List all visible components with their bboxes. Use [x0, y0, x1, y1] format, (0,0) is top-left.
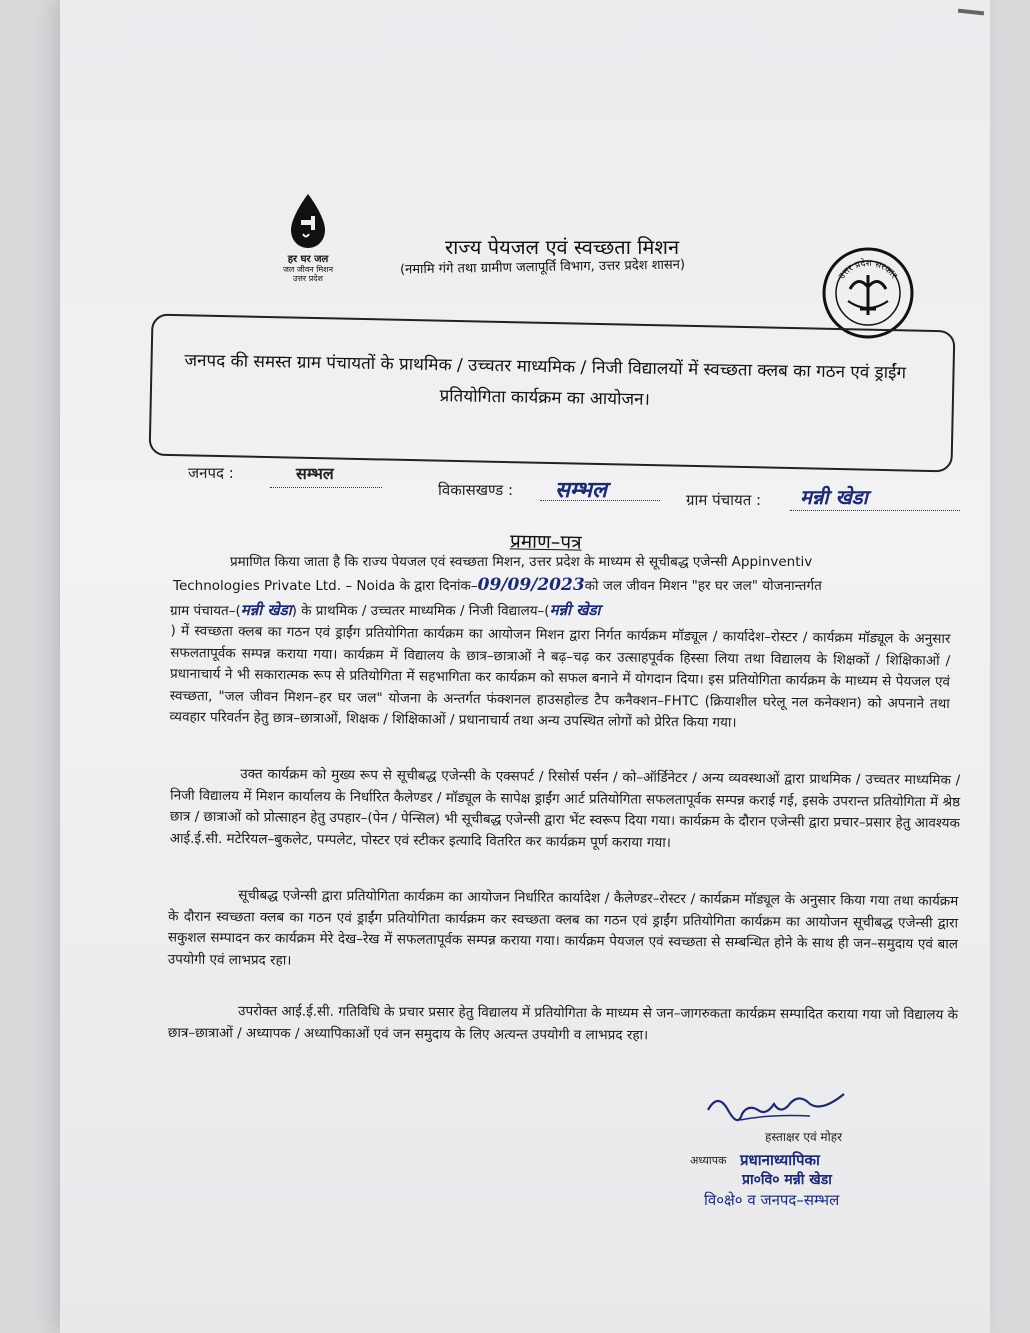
para1-school-label: ) के प्राथमिक / उच्चतर माध्यमिक / निजी विद्यालय–( — [291, 603, 550, 619]
para1-line2 — [173, 575, 953, 598]
para1-line1: प्रमाणित किया जाता है कि राज्य पेयजल एवं स्वच्छता मिशन, उत्तर प्रदेश के माध्यम से सूचीबद्ध एजेन्सी Appinventiv — [230, 554, 813, 570]
stamp-line-1: प्रधानाध्यापिका — [740, 1151, 820, 1169]
logo-text-3: उत्तर प्रदेश — [293, 274, 323, 283]
panchayat-value: मन्नी खेडा — [800, 485, 868, 509]
logo-text-2: जल जीवन मिशन — [282, 265, 334, 274]
logo-text-1: हर घर जल — [287, 254, 329, 265]
para1-line3 — [170, 600, 950, 623]
signature-scribble — [700, 1090, 850, 1130]
program-date: 09/09/2023 — [477, 575, 585, 595]
district-label: जनपद : — [188, 464, 234, 482]
panchayat-label: ग्राम पंचायत : — [686, 491, 762, 509]
panchayat-dots — [790, 510, 960, 511]
para1-body: ) में स्वच्छता क्लब का गठन एवं ड्राईंग प्रतियोगिता कार्यक्रम का आयोजन मिशन द्वारा निर्गत कार्यक्रम मॉड्यूल / कार्यादेश–रोस्टर / कार्यक्रम मॉड्यूल के अनुसार सफलतापूर्वक सम्पन्न कराया गया। कार्यक्रम में विद्यालय के छात्र–छात्राओं ने बढ़–चढ़ कर उत्साहपूर्वक हिस्सा लिया तथा विद्यालय के शिक्षकों / शिक्षिकाओं / प्रधानाचार्य ने भी सकारात्मक रूप से प्रतियोगिता में सहभागिता कर कार्यक्रम को सफल बनाने में योगदान दिया। इस प्रतियोगिता कार्यक्रम के माध्यम से पेयजल एवं स्वच्छता, "जल जीवन मिशन–हर घर जल" योजना के अन्तर्गत फंक्शनल हाउसहोल्ड टैप कनैक्शन–FHTC (क्रियाशील घरेलू नल कनेक्शन) को अपनाने तथा व्यवहार परिवर्तन हेतु छात्र–छात्राओं, शिक्षक / शिक्षिकाओं / प्रधानाचार्य तथा अन्य उपस्थित लोगों को प्रेरित किया गया। — [169, 622, 951, 731]
para1-school: मन्नी खेडा — [549, 601, 601, 619]
para1-panchayat: मन्नी खेडा — [240, 601, 292, 619]
mission-subtitle: (नमामि गंगे तथा ग्रामीण जलापूर्ति विभाग, उत्तर प्रदेश शासन) — [399, 257, 686, 278]
subject-text: जनपद की समस्त ग्राम पंचायतों के प्राथमिक / उच्चतर माध्यमिक / निजी विद्यालयों में स्वच्छता क्लब का गठन एवं ड्राईंग प्रतियोगिता कार्यक्रम का आयोजन। — [184, 350, 907, 410]
para1-gp-label: ग्राम पंचायत–( — [170, 603, 241, 619]
para1-agency: Technologies Private Ltd. – Noida के द्वारा दिनांक– — [173, 578, 478, 594]
block-value: सम्भल — [555, 477, 607, 503]
water-drop-icon — [287, 192, 329, 250]
district-value: सम्भल — [296, 464, 334, 483]
mission-title: राज्य पेयजल एवं स्वच्छता मिशन — [445, 235, 680, 259]
district-dots — [270, 487, 382, 488]
certificate-title: प्रमाण–पत्र — [509, 530, 582, 554]
har-ghar-jal-logo — [268, 192, 348, 287]
para2: उक्त कार्यक्रम को मुख्य रूप से सूचीबद्ध एजेन्सी के एक्सपर्ट / रिसोर्स पर्सन / को–ऑर्डिनेटर / अन्य व्यवस्थाओं द्वारा प्राथमिक / उच्चतर माध्यमिक / निजी विद्यालय में मिशन कार्यालय के निर्धारित कैलेण्डर / मॉड्यूल के सापेक्ष ड्राईंग आर्ट प्रतियोगिता सफलतापूर्वक सम्पन्न कराई गई, इसके उपरान्त प्रतियोगिता में श्रेष्ठ छात्र / छात्राओं को प्रोत्साहन हेतु उपहार–(पेन / पेन्सिल) भी सूचीबद्ध एजेन्सी द्वारा भेंट स्वरूप दिया गया। कार्यक्रम के दौरान एजेन्सी द्वारा प्रचार–प्रसार हेतु आवश्यक आई.ई.सी. मटेरियल–बुकलेट, पम्पलेट, पोस्टर एवं स्टीकर इत्यादि वितरित कर कार्यक्रम पूर्ण कराया गया। — [169, 766, 961, 851]
block-label: विकासखण्ड : — [438, 481, 514, 499]
emblem-text: उत्तर प्रदेश सरकार — [837, 258, 899, 282]
stamp-line-2: प्रा०वि० मन्नी खेडा — [742, 1172, 832, 1188]
stamp-line-3: वि०क्षे० व जनपद–सम्भल — [704, 1191, 840, 1209]
para3: सूचीबद्ध एजेन्सी द्वारा प्रतियोगिता कार्यक्रम का आयोजन निर्धारित कार्यादेश / कैलेण्डर–रोस्टर / कार्यक्रम मॉड्यूल के अनुसार किया गया तथा कार्यक्रम के दौरान स्वच्छता क्लब का गठन एवं ड्राईंग प्रतियोगिता कार्यक्रम कर स्वच्छता क्लब का गठन एवं ड्राईंग प्रतियोगिता कार्यक्रम का आयोजन सूचीबद्ध एजेन्सी द्वारा सकुशल सम्पादन कर कार्यक्रम मेरे देख–रेख में सफलतापूर्वक सम्पन्न कराया गया। कार्यक्रम पेयजल एवं स्वच्छता से सम्बन्धित होने के साथ ही जन–समुदाय एवं बाल उपयोगी एवं लाभप्रद रहा। — [167, 887, 959, 969]
para1-scheme: को जल जीवन मिशन "हर घर जल" योजनान्तर्गत — [584, 578, 822, 594]
staple-mark — [958, 9, 984, 16]
signature-prefix: अध्यापक — [690, 1154, 727, 1167]
para4: उपरोक्त आई.ई.सी. गतिविधि के प्रचार प्रसार हेतु विद्यालय में प्रतियोगिता के माध्यम से जन–जागरुकता कार्यक्रम सम्पादित कराया गया जो विद्यालय के छात्र–छात्राओं / अध्यापक / अध्यापिकाओं एवं जन समुदाय के लिए अत्यन्त उपयोगी व लाभप्रद रहा। — [167, 1003, 959, 1043]
up-government-emblem-icon — [820, 245, 916, 341]
signature-label: हस्ताक्षर एवं मोहर — [765, 1130, 843, 1144]
